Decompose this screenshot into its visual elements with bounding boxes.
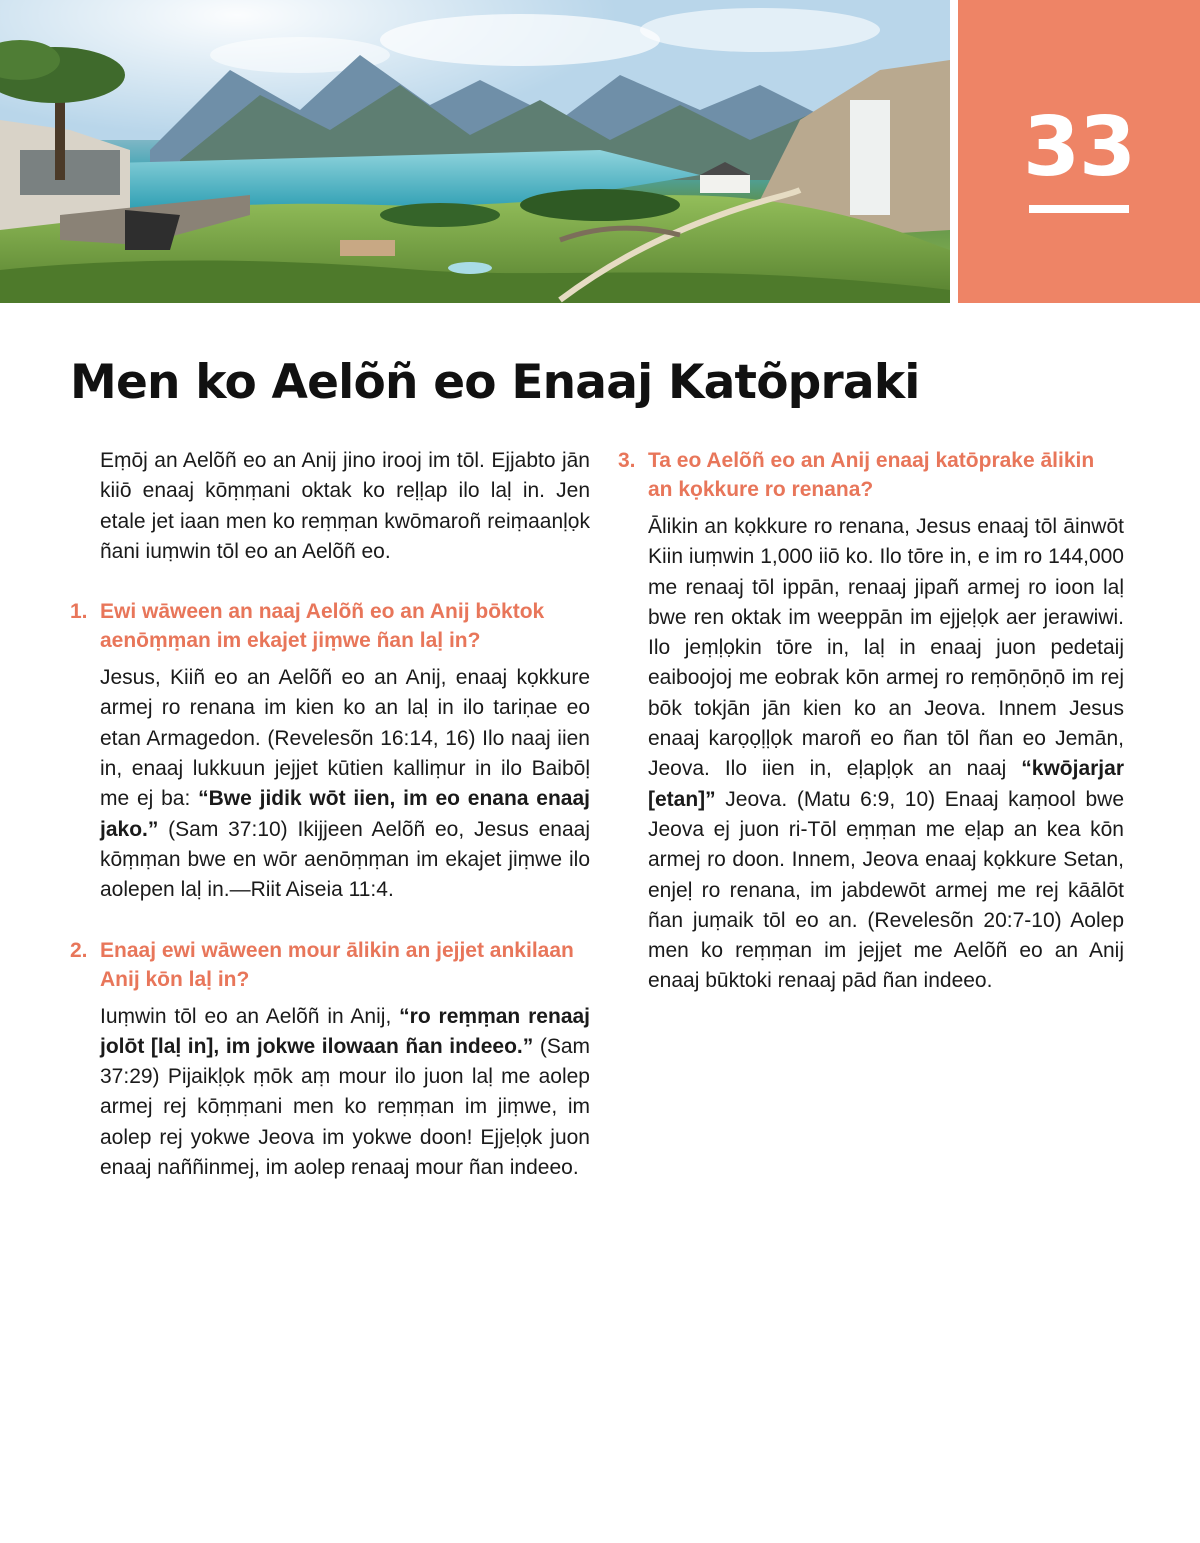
chapter-number: 33 [1022, 100, 1136, 195]
header-illustration [0, 0, 950, 303]
question-number: 1. [70, 600, 88, 624]
scripture-quote: “kwōjarjar [etan]” [648, 757, 1124, 811]
question-text: Enaaj ewi wāween mour ālikin an jejjet ankilaan Anij kōn laḷ in? [100, 938, 574, 991]
paradise-landscape-image [0, 0, 950, 303]
scripture-quote: “ro reṃṃan renaaj jolōt [laḷ in], im jokwe ilowaan ñan indeeo.” [100, 1004, 591, 1058]
scripture-quote: “Bwe jidik wōt iien, im eo enana enaaj jako.” [100, 787, 590, 841]
page-title: Men ko Aelõñ eo Enaaj Katõpraki [70, 355, 920, 410]
question-text: Ta eo Aelõñ eo an Anij enaaj katōprake ālikin an kọkkure ro renana? [648, 449, 1095, 501]
question-3 [618, 446, 1124, 504]
question-number: 2. [70, 938, 88, 962]
question-text: Ewi wāween an naaj Aelõñ eo an Anij bōktok aenōṃṃan im ekajet jiṃwe ñan laḷ in? [100, 600, 545, 653]
right-column [618, 446, 1124, 997]
answer-1 [100, 663, 590, 905]
answer-text: (Sam 37:10) Ikijjeen Aelõñ eo, Jesus enaaj kōṃṃan bwe en wōr aenōṃṃan im ekajet jiṃwe ilo aolepen laḷ in.—Riit Aiseia 11:4. [100, 817, 590, 902]
answer-text: (Sam 37:29) Pijaikḷọk ṃōk aṃ mour ilo juon laḷ me aolep armej rej kōṃṃani men ko reṃṃan im jiṃwe, im aolep rej yokwe Jeova im yokwe doon! Ejjeḷọk juon enaaj naññinmej, im aolep renaaj mour ñan indeeo. [100, 1034, 590, 1180]
left-column [70, 446, 590, 1183]
answer-text: Ālikin an kọkkure ro renana, Jesus enaaj tōl āinwōt Kiin iuṃwin 1,000 iiō ko. Ilo tōre in, e im ro 144,000 me renaaj tōl ippān, renaaj jipañ armej ro ioon laḷ bwe ren oktak im weeppān im ejjeḷọk aer jerawiwi. Ilo jeṃḷọkin tōre in, laḷ in enaaj juon pedetaij eaiboojoj me eobrak kōn armej ro reṃōṇōṇō im rej bōk tokjān jān kien ko an Jeova. Innem Jesus enaaj karọọḷḷọk maroñ eo ñan tōl ñan eo Jemān, Jeova. Ilo iien in, eḷapḷọk an naaj [648, 515, 1124, 781]
answer-text: Jesus, Kiiñ eo an Aelõñ eo an Anij, enaaj kọkkure armej ro renana im kien ko an laḷ in ilo tariṇae eo etan Armagedon. (Revelesõn 16:14, 16) Ilo naaj iien in, enaaj lukkuun jejjet kūtien kalliṃur in ilo Baibōḷ me ej ba: [100, 666, 590, 811]
answer-text: Iuṃwin tōl eo an Aelõñ in Anij, [100, 1004, 400, 1028]
question-1 [70, 597, 590, 655]
question-2 [70, 936, 590, 994]
answer-3 [648, 512, 1124, 997]
chapter-rule [1029, 205, 1129, 213]
chapter-badge [958, 0, 1200, 303]
question-number: 3. [618, 449, 636, 472]
answer-text: Jeova. (Matu 6:9, 10) Enaaj kaṃool bwe Jeova ej juon ri-Tōl eṃṃan me eḷap an kea kōn armej ro doon. Innem, Jeova enaaj kọkkure Setan, enjeḷ ro renana, im jabdewōt armej me rej kāālōt ñan juṃaik tōl eo an. (Revelesõn 20:7-10) Aolep men ko reṃṃan im jejjet me Aelõñ eo an Anij enaaj būktoki renaaj pād ñan indeeo. [648, 787, 1124, 993]
answer-2 [100, 1002, 590, 1184]
intro-paragraph: Eṃōj an Aelõñ eo an Anij jino irooj im tōl. Ejjabto jān kiiō enaaj kōṃṃani oktak ko reḷḷap ilo laḷ in. Jen etale jet iaan men ko reṃṃan kwōmaroñ reiṃaanḷọk ñani iuṃwin tōl eo an Aelõñ eo. [100, 449, 590, 563]
